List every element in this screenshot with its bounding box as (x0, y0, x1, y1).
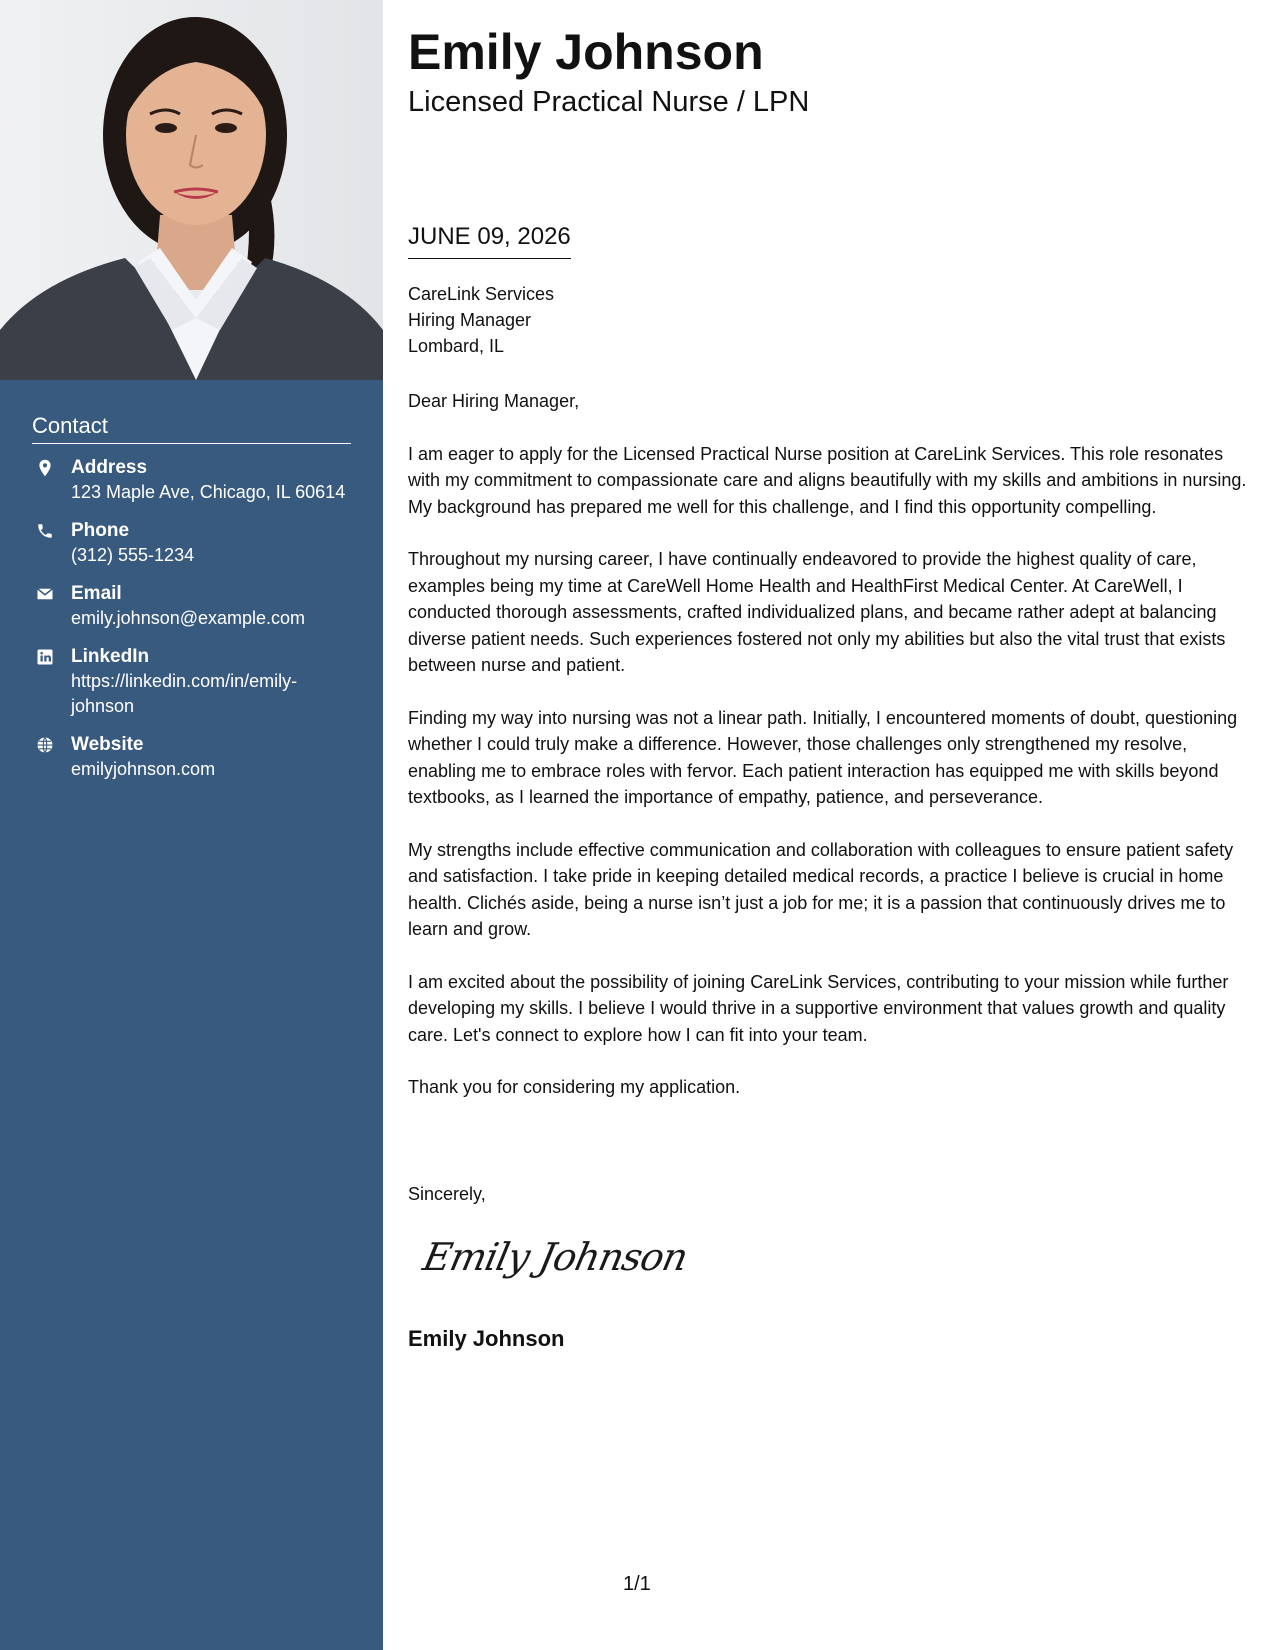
linkedin-value[interactable]: https://linkedin.com/in/emily-johnson (71, 671, 298, 716)
paragraph: My strengths include effective communication and collaboration with colleagues to ensure patient safety and satisfaction. I take pride in keeping detailed medical records, a practice I believe is crucial in home health. Clichés aside, being a nurse isn’t just a job for me; it is a passion that continuously drives me to learn and grow. (408, 839, 1234, 939)
page-number: 1/1 (623, 1573, 651, 1595)
recipient-title: Hiring Manager (408, 310, 532, 330)
contact-address (32, 456, 351, 505)
contact-linkedin (32, 645, 351, 719)
paragraph: I am eager to apply for the Licensed Practical Nurse position at CareLink Services. This role resonates with my commitment to compassionate care and aligns beautifully with my skills and ambitions in nursing. My background has prepared me well for this challenge, and I find this opportunity compelling. (408, 443, 1247, 517)
phone-label: Phone (71, 520, 130, 541)
phone-value[interactable]: (312) 555-1234 (71, 545, 195, 565)
greeting: Dear Hiring Manager, (408, 391, 580, 411)
handwritten-signature: Emily Johnson (419, 1235, 692, 1279)
recipient-block (408, 281, 554, 359)
contact-website (32, 733, 351, 782)
paragraph: Throughout my nursing career, I have continually endeavored to provide the highest quality of care, examples being my time at CareWell Home Health and HealthFirst Medical Center. At CareWell, I conducted thorough assessments, crafted individualized plans, and became rather adept at balancing diverse patient needs. Such experiences fostered not only my abilities but also the vital trust that exists between nurse and patient. (408, 549, 1226, 675)
paragraph: I am excited about the possibility of joining CareLink Services, contributing to your mission while further developing my skills. I believe I would thrive in a supportive environment that values growth and quality care. Let's connect to explore how I can fit into your team. (408, 971, 1229, 1045)
envelope-icon (36, 585, 54, 603)
contact-email (32, 582, 351, 631)
linkedin-icon (36, 648, 54, 666)
applicant-name: Emily Johnson (408, 24, 764, 80)
phone-icon (36, 522, 54, 540)
sidebar (0, 0, 383, 1650)
profile-photo (0, 0, 383, 380)
signed-name: Emily Johnson (408, 1326, 565, 1351)
map-pin-icon (36, 459, 54, 477)
paragraph: Thank you for considering my application. (408, 1077, 741, 1097)
linkedin-label: LinkedIn (71, 646, 150, 667)
closing: Sincerely, (408, 1184, 486, 1204)
globe-icon (36, 736, 54, 754)
letter-body (408, 388, 1248, 1127)
address-value: 123 Maple Ave, Chicago, IL 60614 (71, 482, 346, 502)
website-label: Website (71, 734, 144, 755)
address-label: Address (71, 457, 148, 478)
contact-section (32, 412, 351, 796)
contact-phone (32, 519, 351, 568)
email-label: Email (71, 583, 122, 604)
paragraph: Finding my way into nursing was not a linear path. Initially, I encountered moments of doubt, questioning whether I could truly make a difference. However, those challenges only strengthened my resolve, enabling me to embrace roles with fervor. Each patient interaction has equipped me with skills beyond textbooks, as I learned the importance of empathy, patience, and perseverance. (408, 707, 1238, 807)
contact-heading: Contact (32, 412, 351, 444)
website-value[interactable]: emilyjohnson.com (71, 759, 216, 779)
recipient-location: Lombard, IL (408, 336, 505, 356)
letter-date: JUNE 09, 2026 (408, 222, 571, 259)
job-title: Licensed Practical Nurse / LPN (408, 86, 810, 118)
recipient-company: CareLink Services (408, 284, 555, 304)
email-value[interactable]: emily.johnson@example.com (71, 608, 306, 628)
